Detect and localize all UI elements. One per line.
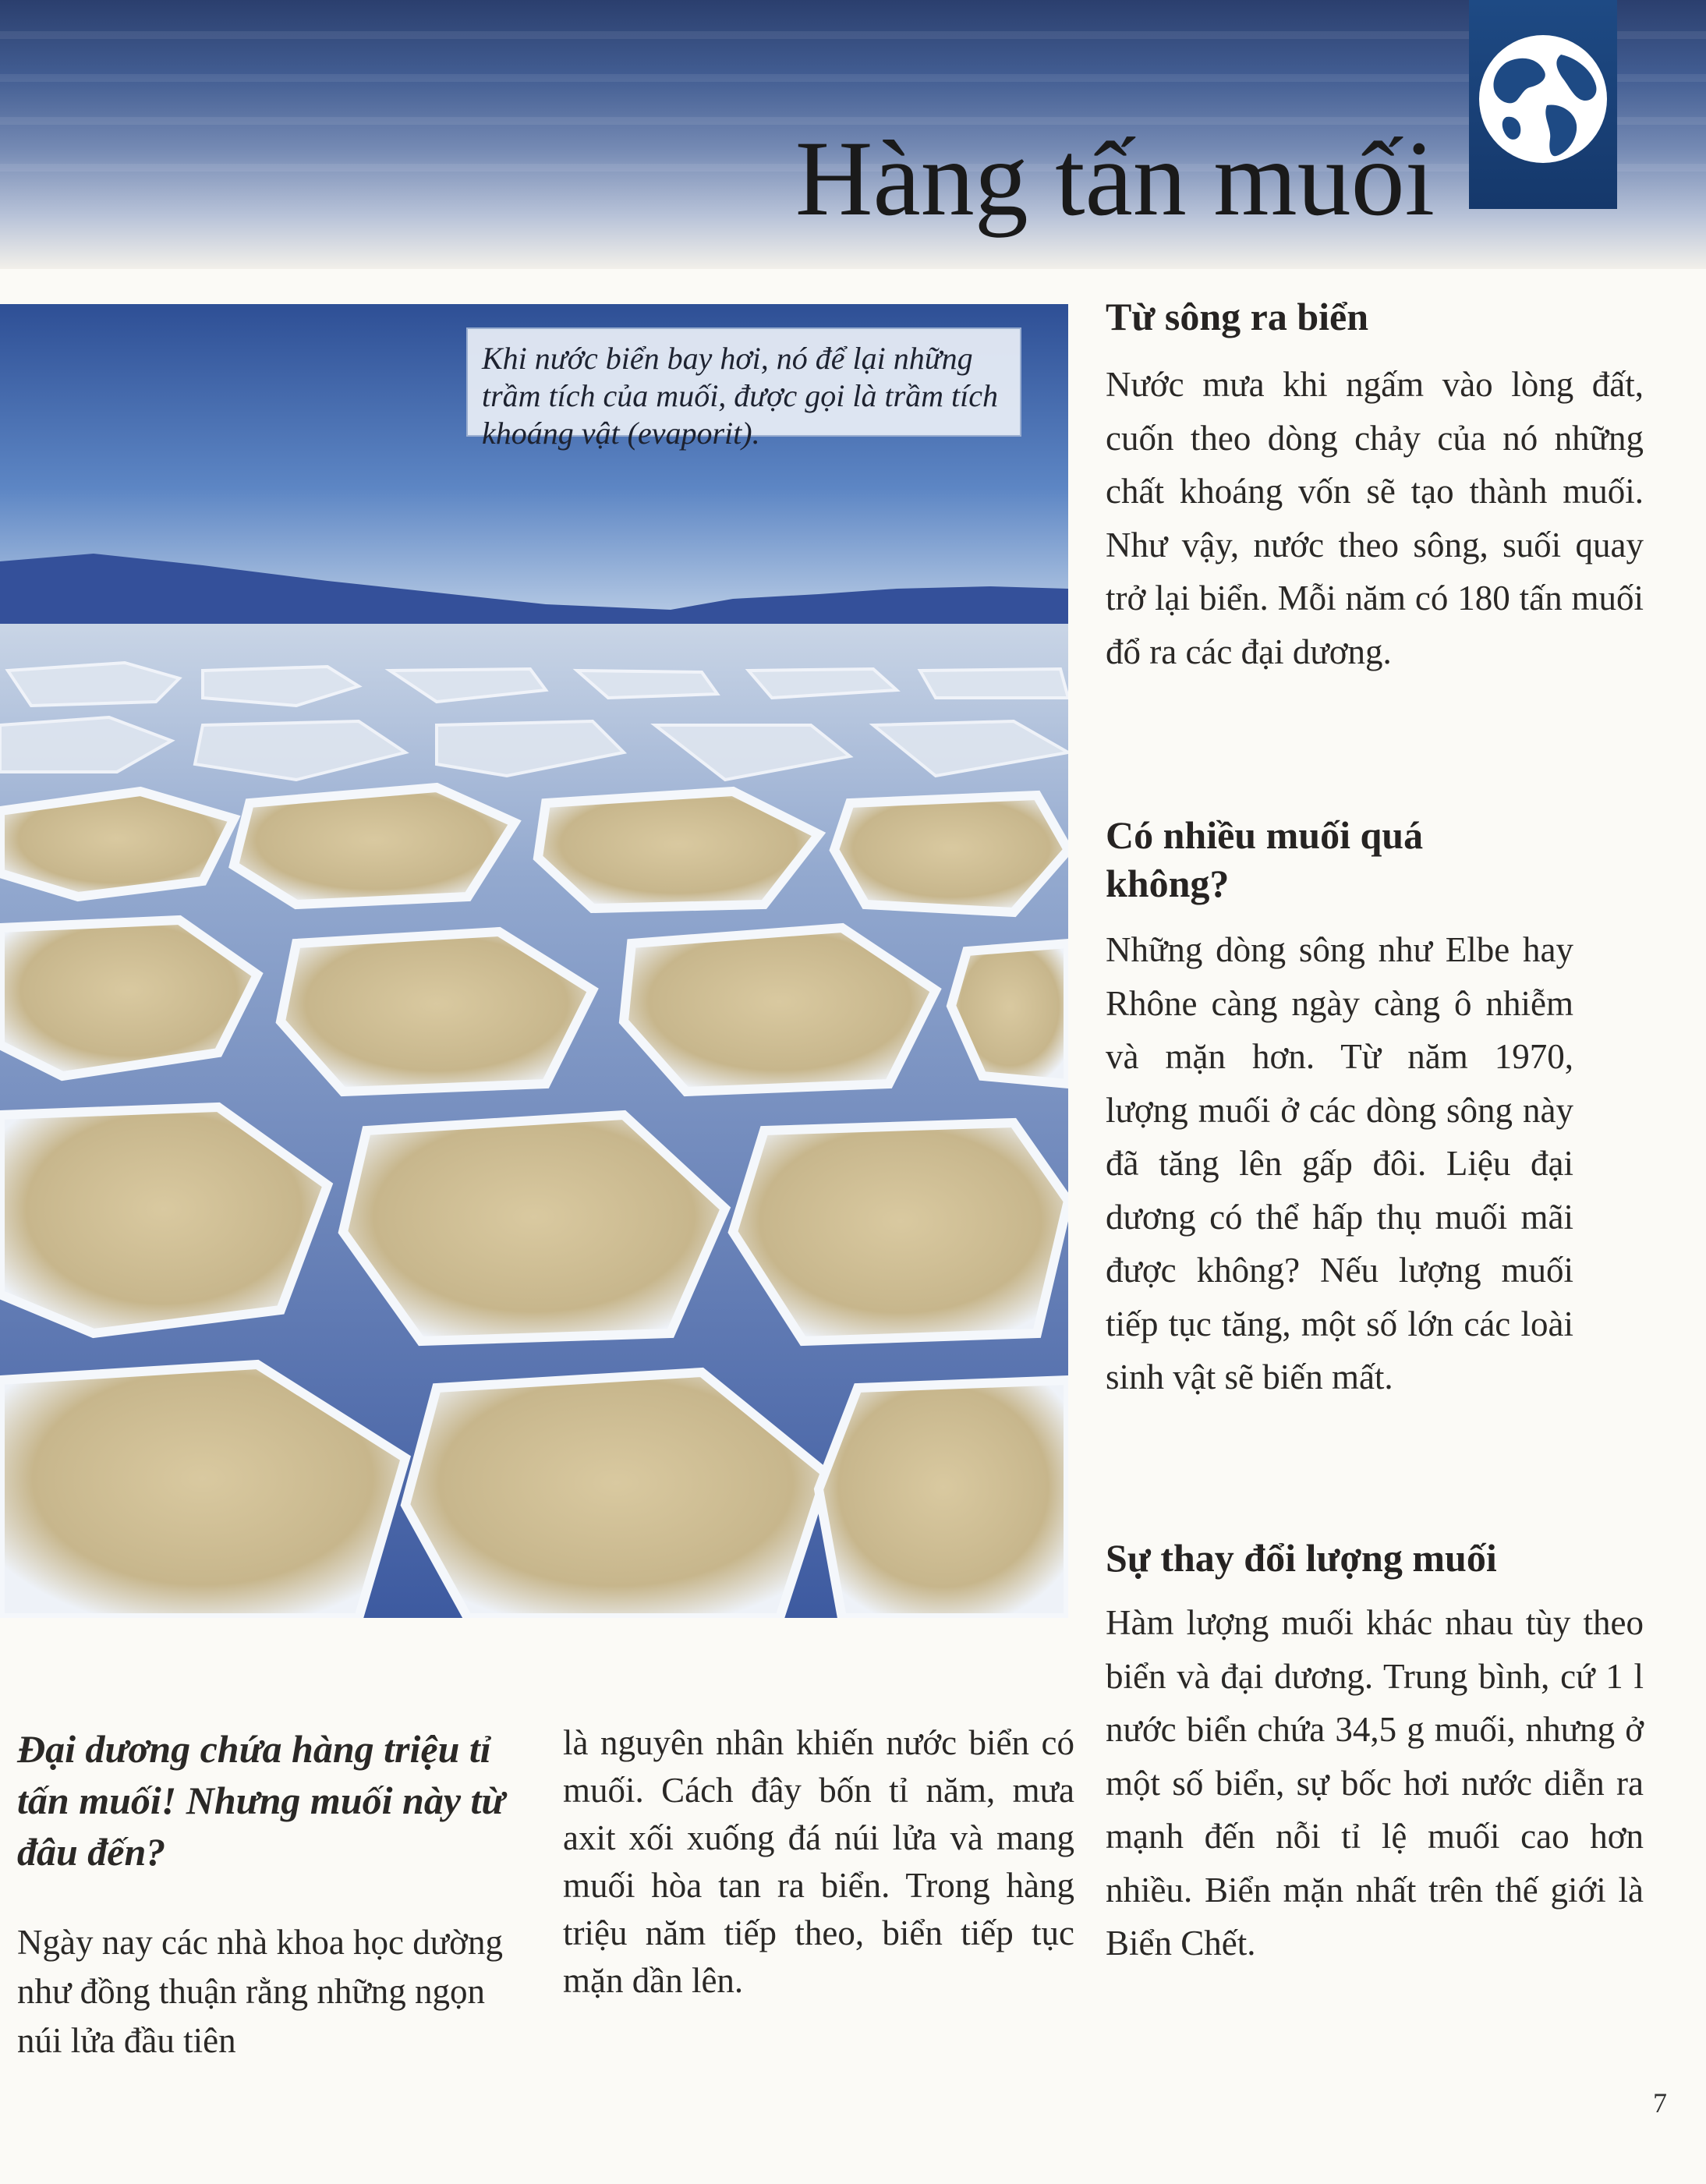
body-column-1: Ngày nay các nhà khoa học dường như đồng thuận rằng những ngọn núi lửa đầu tiên xyxy=(17,1923,503,2060)
intro-text: Đại dương chứa hàng triệu tỉ tấn muối! Nhưng muối này từ đâu đến? xyxy=(17,1727,505,1874)
globe-badge xyxy=(1469,0,1617,209)
page-title: Hàng tấn muối xyxy=(795,119,1435,238)
salt-flat-photo xyxy=(0,304,1068,1618)
section-salinity-change xyxy=(1106,1534,1644,1970)
section-heading: Từ sông ra biển xyxy=(1106,295,1369,338)
section-heading: Có nhiều muối quá không? xyxy=(1106,813,1424,905)
section-body: Hàm lượng muối khác nhau tùy theo biển và đại dương. Trung bình, cứ 1 l nước biển chứa 34,5 g muối, nhưng ở một số biển, sự bốc hơi nước diễn ra mạnh đến nỗi tỉ lệ muối cao hơn nhiều. Biển mặn nhất trên thế giới là Biển Chết. xyxy=(1106,1603,1644,1963)
section-body: Những dòng sông như Elbe hay Rhône càng ngày càng ô nhiễm và mặn hơn. Từ năm 1970, lượng muối ở các dòng sông này đã tăng lên gấp đôi. Liệu đại dương có thể hấp thụ muối mãi được không? Nếu lượng muối tiếp tục tăng, một số lớn các loài sinh vật sẽ biến mất. xyxy=(1106,930,1573,1396)
section-salt-amount xyxy=(1106,811,1573,1404)
globe-icon xyxy=(1475,31,1611,167)
section-body: Nước mưa khi ngấm vào lòng đất, cuốn theo dòng chảy của nó những chất khoáng vốn sẽ tạo thành muối. Như vậy, nước theo sông, suối quay trở lại biển. Mỗi năm có 180 tấn muối đổ ra các đại dương. xyxy=(1106,365,1644,671)
body-column-2: là nguyên nhân khiến nước biển có muối. Cách đây bốn tỉ năm, mưa axit xối xuống đá núi lửa và mang muối hòa tan ra biển. Trong hàng triệu năm tiếp theo, biển tiếp tục mặn dần lên. xyxy=(563,1723,1074,2000)
section-heading: Sự thay đổi lượng muối xyxy=(1106,1536,1497,1580)
section-rivers xyxy=(1106,292,1644,678)
page-number: 7 xyxy=(1653,2087,1667,2119)
photo-caption: Khi nước biển bay hơi, nó để lại những trầm tích của muối, được gọi là trầm tích khoáng vật (evaporit). xyxy=(466,327,1021,437)
